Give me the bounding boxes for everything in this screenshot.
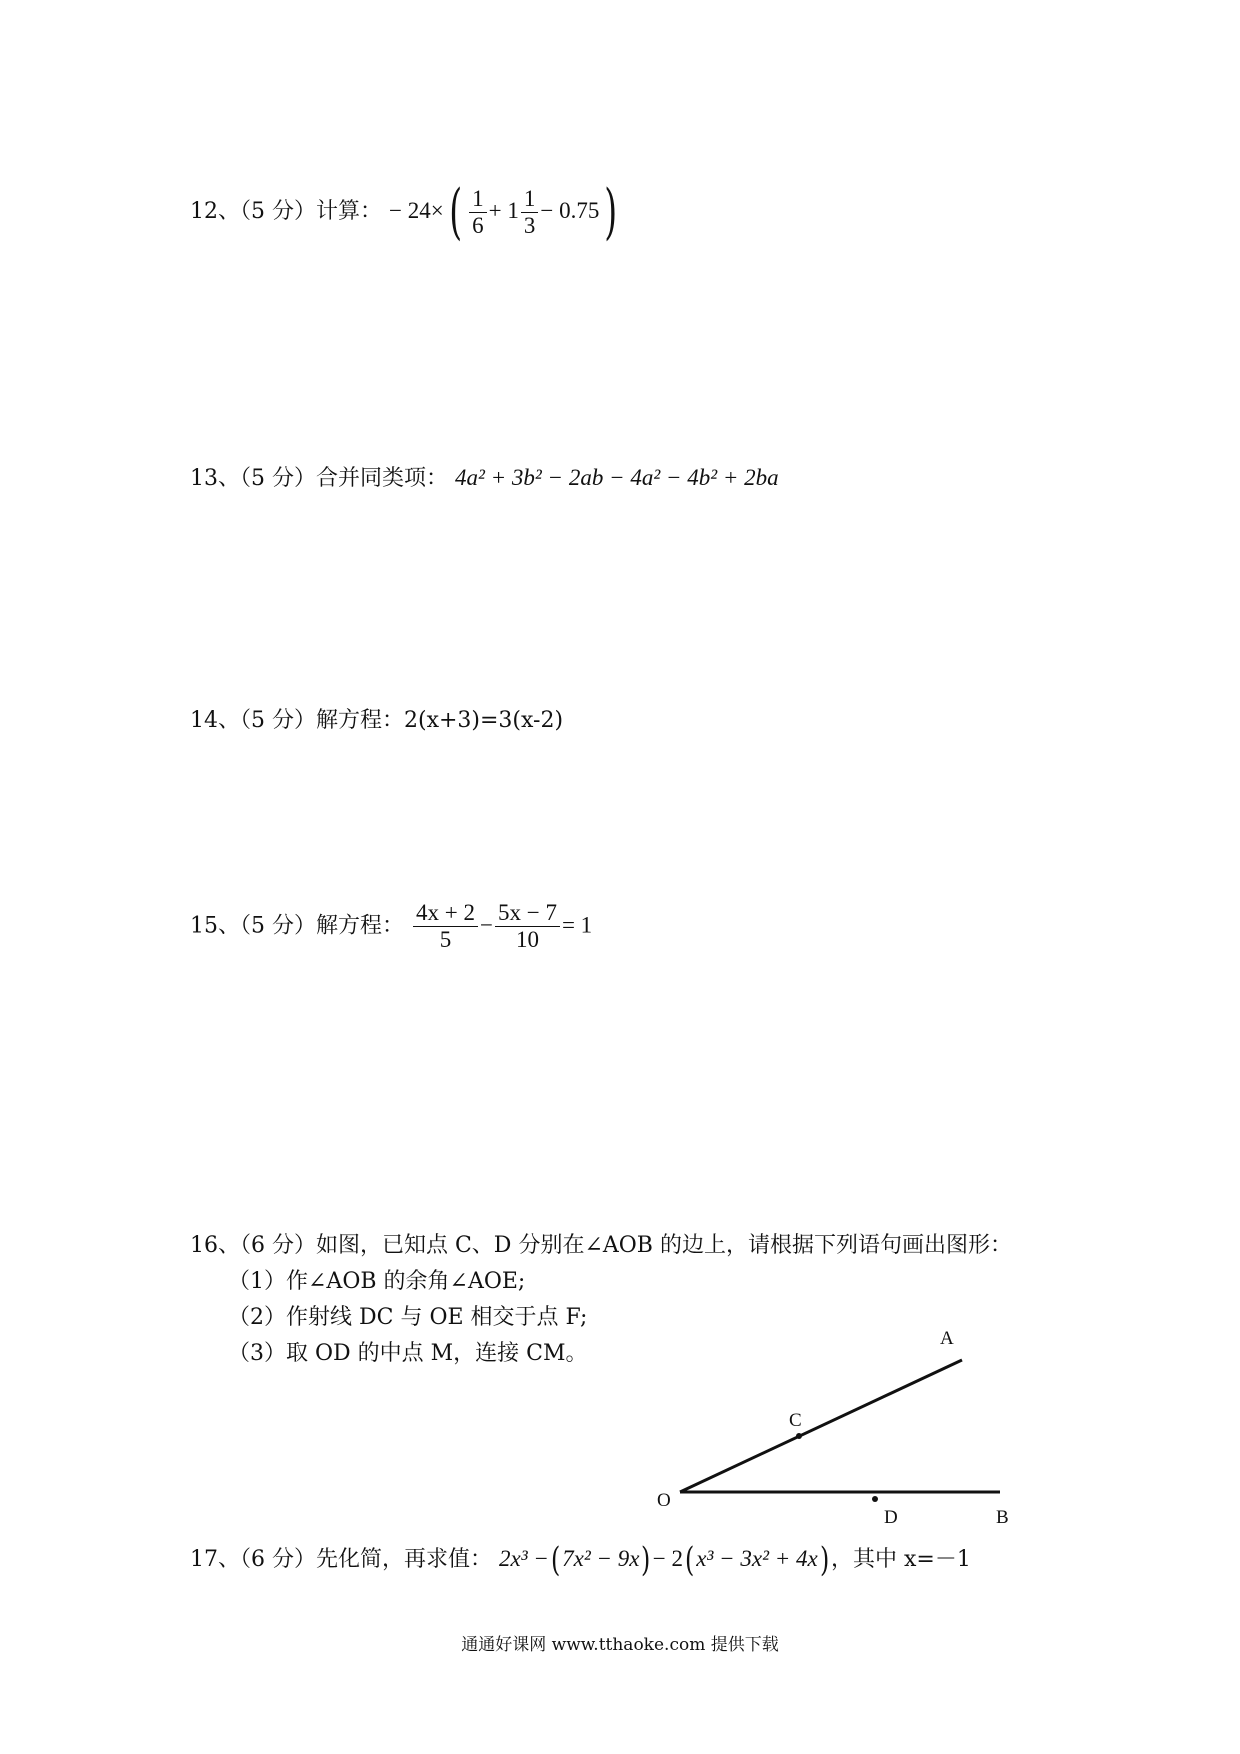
q15-fraction-2: $\frac{5x - 7}{10}$ xyxy=(495,900,560,953)
question-14-prefix: 14、（5 分）解方程： xyxy=(190,708,404,733)
question-17 xyxy=(190,1540,971,1580)
question-17-prefix: 17、（6 分）先化简，再求值： xyxy=(190,1547,492,1572)
q17-paren-close-1: ) xyxy=(641,1540,651,1580)
question-16-prefix: 16、（6 分）如图，已知点 C、D 分别在∠AOB 的边上，请根据下列语句画出图形： xyxy=(190,1233,1012,1258)
q13-expression: 4a² + 3b² − 2ab − 4a² − 4b² + 2ba xyxy=(455,465,779,490)
q12-fraction-2: $\frac{1}{3}$ xyxy=(521,186,539,239)
q15-rhs: = 1 xyxy=(561,912,593,938)
question-12-prefix: 12、（5 分）计算： xyxy=(190,199,382,224)
q16-step-1: （1）作∠AOB 的余角∠AOE; xyxy=(228,1269,526,1294)
q16-step-2: （2）作射线 DC 与 OE 相交于点 F; xyxy=(228,1305,588,1330)
q17-suffix: ，其中 x=－1 xyxy=(830,1547,971,1572)
q17-paren-open-1: ( xyxy=(550,1540,561,1580)
q12-plus-one: + 1 xyxy=(488,198,519,223)
label-d: D xyxy=(884,1507,898,1528)
q15-fraction-1: $\frac{4x + 2}{5}$ xyxy=(413,900,478,953)
q14-expression: 2(x+3)=3(x-2) xyxy=(404,708,564,733)
point-d xyxy=(872,1496,878,1502)
q12-rest: − 0.75 xyxy=(540,198,600,223)
q17-paren-open-2: ( xyxy=(684,1540,695,1580)
question-13-prefix: 13、（5 分）合并同类项： xyxy=(190,466,448,491)
question-15-prefix: 15、（5 分）解方程： xyxy=(190,913,404,939)
ray-oa xyxy=(680,1360,962,1492)
q12-open-paren: ( xyxy=(448,177,462,247)
point-c xyxy=(796,1433,802,1439)
label-b: B xyxy=(996,1507,1009,1528)
q17-term-3: − 2 xyxy=(652,1546,683,1571)
q15-minus: − xyxy=(479,912,493,938)
q17-term-1: 2x³ − xyxy=(499,1546,549,1571)
label-c: C xyxy=(789,1410,802,1431)
footer-source: 通通好课网 www.tthaoke.com 提供下载 xyxy=(461,1635,779,1655)
q12-close-paren: ) xyxy=(604,177,618,247)
q17-paren-close-2: ) xyxy=(819,1540,829,1580)
q12-fraction-1: $\frac{1}{6}$ xyxy=(469,186,487,239)
q17-term-2: 7x² − 9x xyxy=(562,1546,640,1571)
label-a: A xyxy=(940,1328,954,1349)
label-o: O xyxy=(657,1490,671,1511)
q17-term-4: x³ − 3x² + 4x xyxy=(696,1546,818,1571)
q12-lead: − 24× xyxy=(389,198,444,223)
q16-step-3: （3）取 OD 的中点 M，连接 CM。 xyxy=(228,1341,588,1366)
